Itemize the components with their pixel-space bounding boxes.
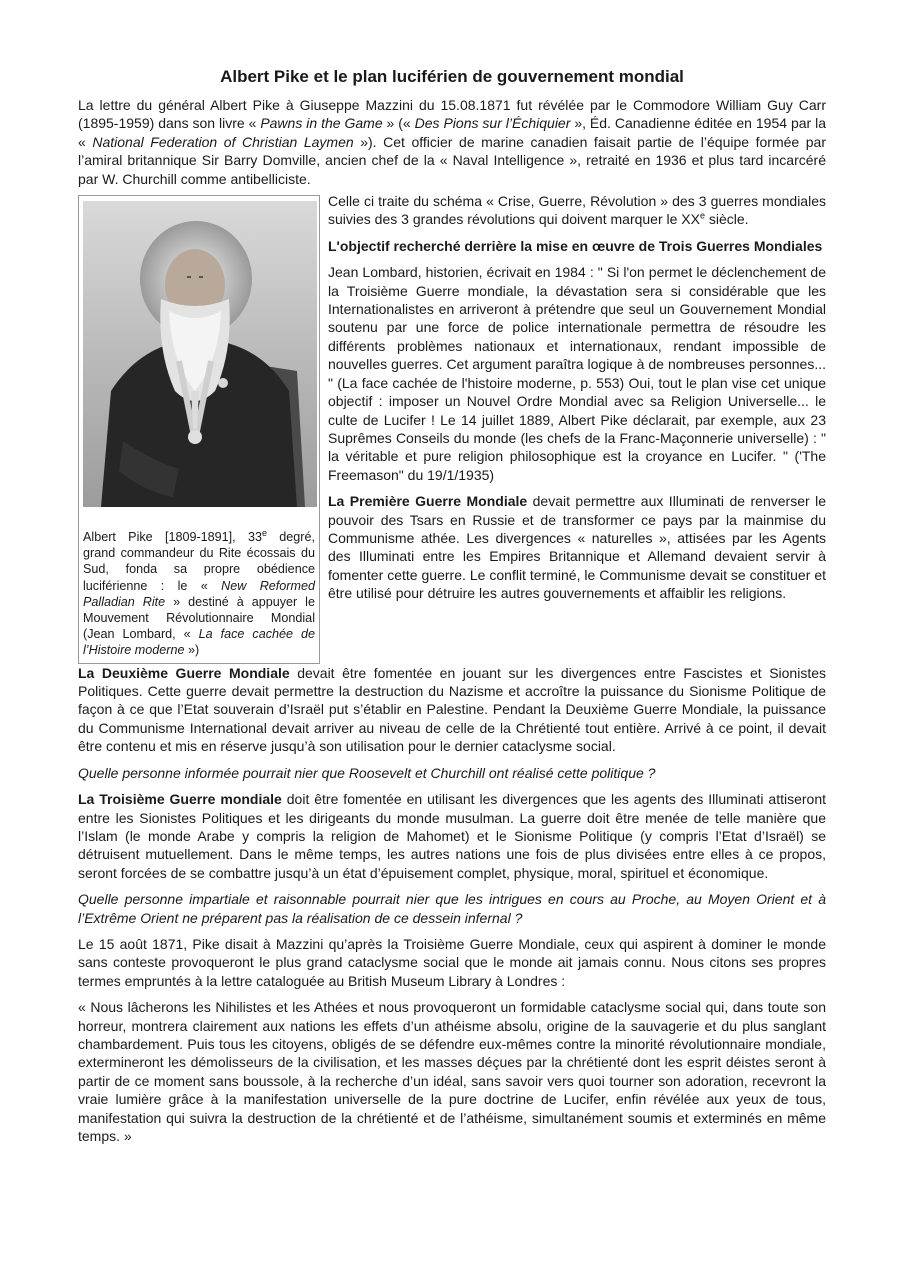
main-text bbox=[78, 664, 826, 1146]
question-two: Quelle personne impartiale et raisonnable pourrait nier que les intrigues en cours au Proche, au Moyen Orient et à l’Extrême Orient ne préparent pas la réalisation de ce dessein infernal ? bbox=[78, 891, 826, 926]
paragraph-text: doit être fomentée en utilisant les divergences que les agents des Illuminati attiseront entre les Sionistes Politiques et les dirigeants du monde musulman. La guerre doit être menée de telle manière que l’Islam (le monde Arabe y compris la religion de Mahomet) et le Sionisme Politique (y compris l’Etat d’Israël) se détruisent mutuellement. Dans le même temps, les autres nations une fois de plus divisées entre elles à ce propos, seront forcées de se combattre jusqu’à un état d’épuisement complet, physique, moral, spirituel et économique. bbox=[78, 791, 826, 881]
caption-text: » destiné à appuyer le Mouvement Révolutionnaire Mondial (Jean Lombard, « bbox=[83, 594, 315, 642]
book-title-fr: Des Pions sur l’Échiquier bbox=[414, 115, 571, 132]
paragraph-text: devait être fomentée en jouant sur les divergences entre Fascistes et Sionistes Politiques. Cette guerre devait permettre la destruction du Nazisme et accroître la puissance du Sionisme Politique de façon à ce que l’Etat souverain d’Israël put s’établir en Palestine. Pendant la Deuxième Guerre Mondiale, la puissance du Communisme International devait arriver au niveau de celle de la Chrétienté tout entière. Arrivé à ce point, il devait être contenu et mis en réserve jusqu’à son utilisation pour le dernier cataclysme social. bbox=[78, 664, 826, 755]
document-title: Albert Pike et le plan luciférien de gouvernement mondial bbox=[220, 67, 684, 86]
section-heading: L'objectif recherché derrière la mise en œuvre de Trois Guerres Mondiales bbox=[328, 237, 823, 254]
first-war-label: La Première Guerre Mondiale bbox=[328, 493, 528, 510]
century-superscript: e bbox=[699, 210, 705, 221]
paragraph-text: Celle ci traite du schéma « Crise, Guerre, Révolution » des 3 guerres mondiales suivies des 3 grandes révolutions qui doivent marquer le XX bbox=[328, 193, 826, 228]
figure-row bbox=[78, 192, 826, 664]
second-war-paragraph bbox=[78, 664, 826, 756]
third-war-paragraph bbox=[78, 790, 826, 882]
book-title-en: Pawns in the Game bbox=[260, 115, 383, 132]
pike-quote-paragraph: « Nous lâcherons les Nihilistes et les Athées et nous provoqueront un formidable cataclysme social qui, dans toute son horreur, montrera clairement aux nations les effets d’un athéisme absolu, origine de la sauvagerie et du plus sanglant chambardement. Puis tous les citoyens, obligés de se défendre eux-mêmes contre la minorité révolutionnaire mondiale, extermineront les démolisseurs de la civilisation, et les masses déçues par la chrétienté dont les esprit déistes seront à partir de ce moment sans boussole, à la recherche d’un idéal, sans savoir vers quoi tourner son adoration, recevront la vraie lumière grâce à la manifestation universelle de la pure doctrine de Lucifer, enfin révélée aux yeux de tous, manifestation qui suivra la destruction de la chrétienté et de l’athéisme, simultanément soumis et exterminés en même temps. » bbox=[78, 999, 826, 1144]
paragraph-text: devait permettre aux Illuminati de renverser le pouvoir des Tsars en Russie et de transformer ce pays par la mainmise du Communisme athée. Les divergences « naturelles », attisées par les Agents des Illuminati entre les Empires Britannique et Allemand devaient servir à fomenter cette guerre. Le conflit terminé, le Communisme devait se constituer et être utilisé pour détruire les autres gouvernements et affaiblir les religions. bbox=[328, 493, 826, 602]
lombard-paragraph: Jean Lombard, historien, écrivait en 1984 : " Si l'on permet le déclenchement de la Troisième Guerre mondiale, la dévastation sera si considérable que les Internationalistes en arriveront à prétendre que seul un Gouvernement Mondial soutenu par une force de police internationale permettra de résoudre les différents problèmes nationaux et internationaux, rendant impossible de nouvelles guerres. Cet argument paraîtra logique à de nombreuses personnes... " (La face cachée de l'histoire moderne, p. 553) Oui, tout le plan vise cet unique objectif : imposer un Nouvel Ordre Mondial avec sa Religion Universelle... le culte de Lucifer ! Le 14 juillet 1889, Albert Pike déclarait, par exemple, aux 23 Suprêmes Conseils du monde (les chefs de la Franc-Maçonnerie universelle) : " la véritable et pure religion philosophique est la croyance en Lucifer. " ('The Freemason" du 19/1/1935) bbox=[328, 264, 826, 483]
first-war-paragraph bbox=[328, 492, 826, 602]
pike-letter-paragraph: Le 15 août 1871, Pike disait à Mazzini qu’après la Troisième Guerre Mondiale, ceux qui aspirent à dominer le monde sans conteste provoqueront le plus grand cataclysme social que le monde ait jamais connu. Nous citons ses propres termes empruntés à la lettre cataloguée au British Museum Library à Londres : bbox=[78, 935, 826, 989]
intro-text: », Éd. Canadienne éditée en 1954 par la « bbox=[78, 115, 827, 150]
paragraph-text: siècle. bbox=[705, 211, 749, 228]
caption-book-title: La face cachée de l’Histoire moderne bbox=[83, 627, 315, 658]
organization-name: National Federation of Christian Laymen bbox=[92, 133, 354, 150]
caption-superscript: e bbox=[261, 527, 267, 538]
portrait-figure bbox=[78, 195, 320, 664]
intro-text: La lettre du général Albert Pike à Giuseppe Mazzini du 15.08.1871 fut révélée par le Commodore William Guy Carr (1895-1959) dans son livre « bbox=[78, 97, 826, 132]
caption-text: ») bbox=[184, 643, 200, 658]
right-column bbox=[328, 192, 826, 611]
caption-rite-name: New Reformed Palladian Rite bbox=[83, 578, 315, 609]
caption-text: degré, grand commandeur du Rite écossais du Sud, fonda sa propre obédience luciférienne : le « bbox=[83, 530, 315, 593]
question-one: Quelle personne informée pourrait nier que Roosevelt et Churchill ont réalisé cette politique ? bbox=[78, 764, 656, 781]
caption-text: Albert Pike [1809-1891], 33 bbox=[83, 530, 262, 545]
intro-paragraph bbox=[78, 96, 826, 188]
third-war-label: La Troisième Guerre mondiale bbox=[78, 791, 282, 808]
intro-text: »). Cet officier de marine canadien faisait partie de l’équipe formée par l’amiral britannique Sir Barry Domville, ancien chef de la « Naval Intelligence », retraité en 1936 et plus tard incarcéré par W. Churchill comme antibelliciste. bbox=[78, 133, 826, 187]
intro-text: » (« bbox=[382, 115, 415, 132]
schema-paragraph bbox=[328, 192, 826, 229]
second-war-label: La Deuxième Guerre Mondiale bbox=[78, 664, 290, 681]
portrait-caption bbox=[83, 529, 315, 659]
portrait-photo bbox=[83, 201, 317, 507]
document-page bbox=[78, 66, 826, 1153]
